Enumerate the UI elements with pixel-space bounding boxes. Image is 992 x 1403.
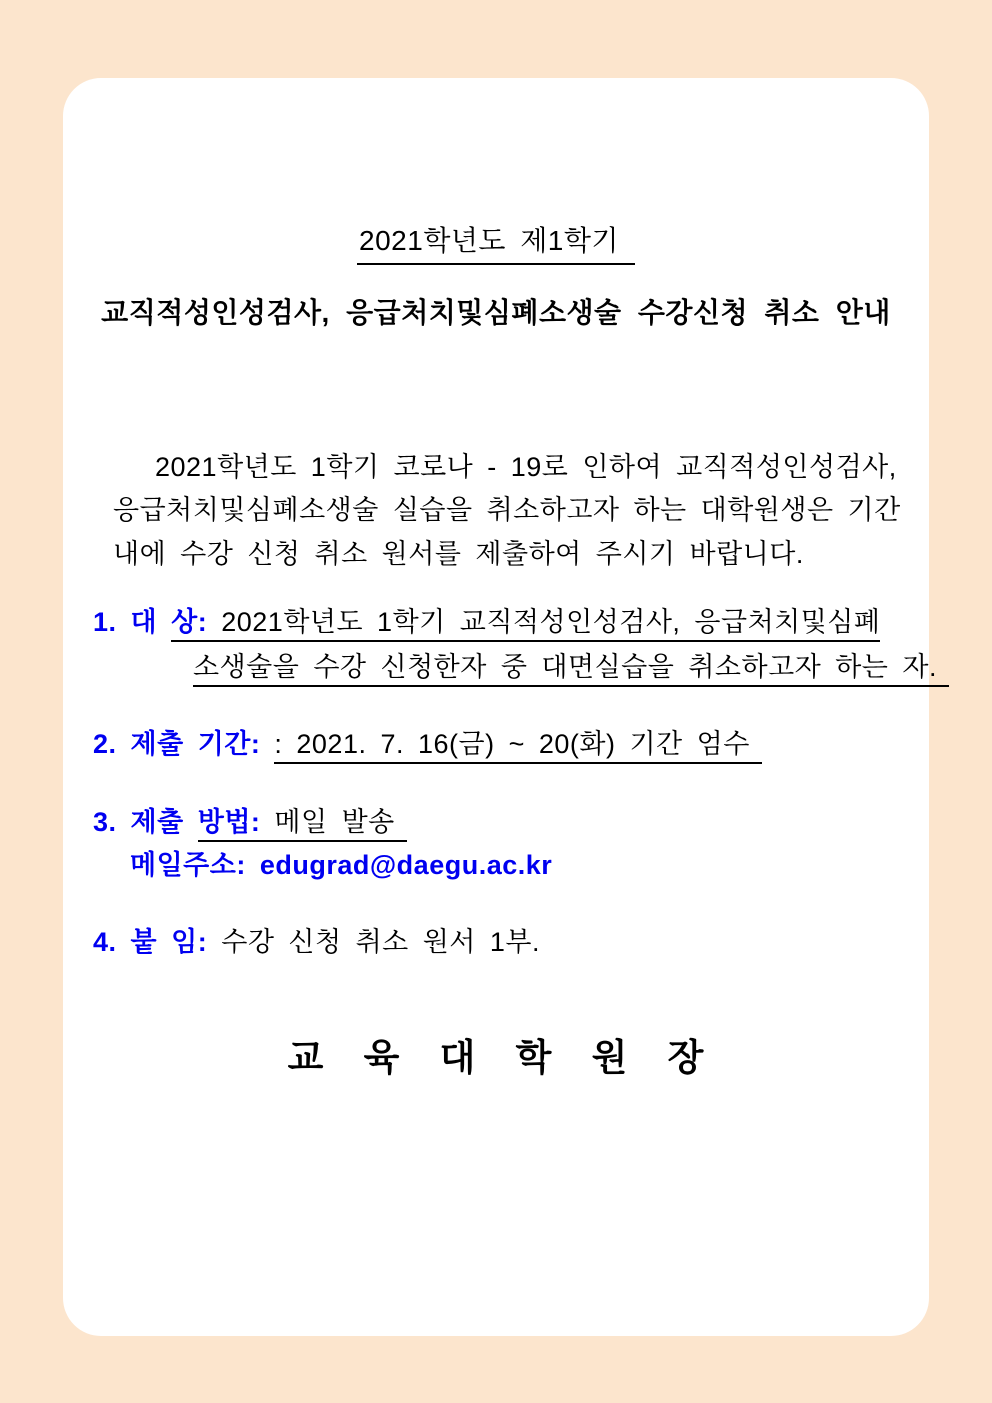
item-3-label: 제출 (130, 807, 184, 837)
intro-line-1: 2021학년도 1학기 코로나 - 19로 인하여 교직적성인성검사, (155, 452, 897, 482)
email-label: 메일주소: (130, 850, 246, 880)
item-3-number: 3. (93, 807, 117, 837)
item-3-line-1 (93, 805, 407, 839)
item-3-line-2 (130, 848, 552, 882)
item-1-label-underlined: 상: (171, 607, 208, 637)
notice-card (63, 78, 937, 1336)
item-3-label-underlined: 방법: (197, 807, 261, 837)
item-4-label: 붙 임: (130, 927, 208, 957)
item-3-underlined-text (198, 807, 407, 842)
item-3-text: 메일 발송 (274, 807, 395, 837)
notice-title (63, 224, 929, 265)
item-1-line-1 (93, 605, 880, 639)
item-1-underlined-text (171, 607, 880, 642)
notice-title-text: 2021학년도 제1학기 (357, 224, 635, 265)
notice-subtitle: 교직적성인성검사, 응급처치및심폐소생술 수강신청 취소 안내 (101, 297, 891, 328)
signature: 교 육 대 학 원 장 (287, 1037, 705, 1078)
email-address: edugrad@daegu.ac.kr (259, 850, 553, 880)
item-4-number: 4. (93, 927, 117, 957)
item-4-text: 수강 신청 취소 원서 1부. (221, 927, 540, 957)
item-1-number: 1. (93, 607, 117, 637)
item-1-text-line2: 소생술을 수강 신청한자 중 대면실습을 취소하고자 하는 자. (193, 652, 949, 687)
intro-line-2: 응급처치및심폐소생술 실습을 취소하고자 하는 대학원생은 기간 (113, 495, 901, 525)
intro-line-3: 내에 수강 신청 취소 원서를 제출하여 주시기 바랍니다. (113, 539, 804, 569)
item-1-line-2 (193, 650, 949, 684)
item-2-number: 2. (93, 729, 117, 759)
item-4-line (93, 925, 540, 959)
item-2-line (93, 727, 762, 761)
item-1-label: 대 (130, 607, 158, 637)
item-1-text: 2021학년도 1학기 교직적성인성검사, 응급처치및심폐 (221, 607, 881, 637)
item-2-label: 제출 기간: (130, 729, 261, 759)
item-2-text: : 2021. 7. 16(금) ~ 20(화) 기간 엄수 (274, 729, 761, 764)
